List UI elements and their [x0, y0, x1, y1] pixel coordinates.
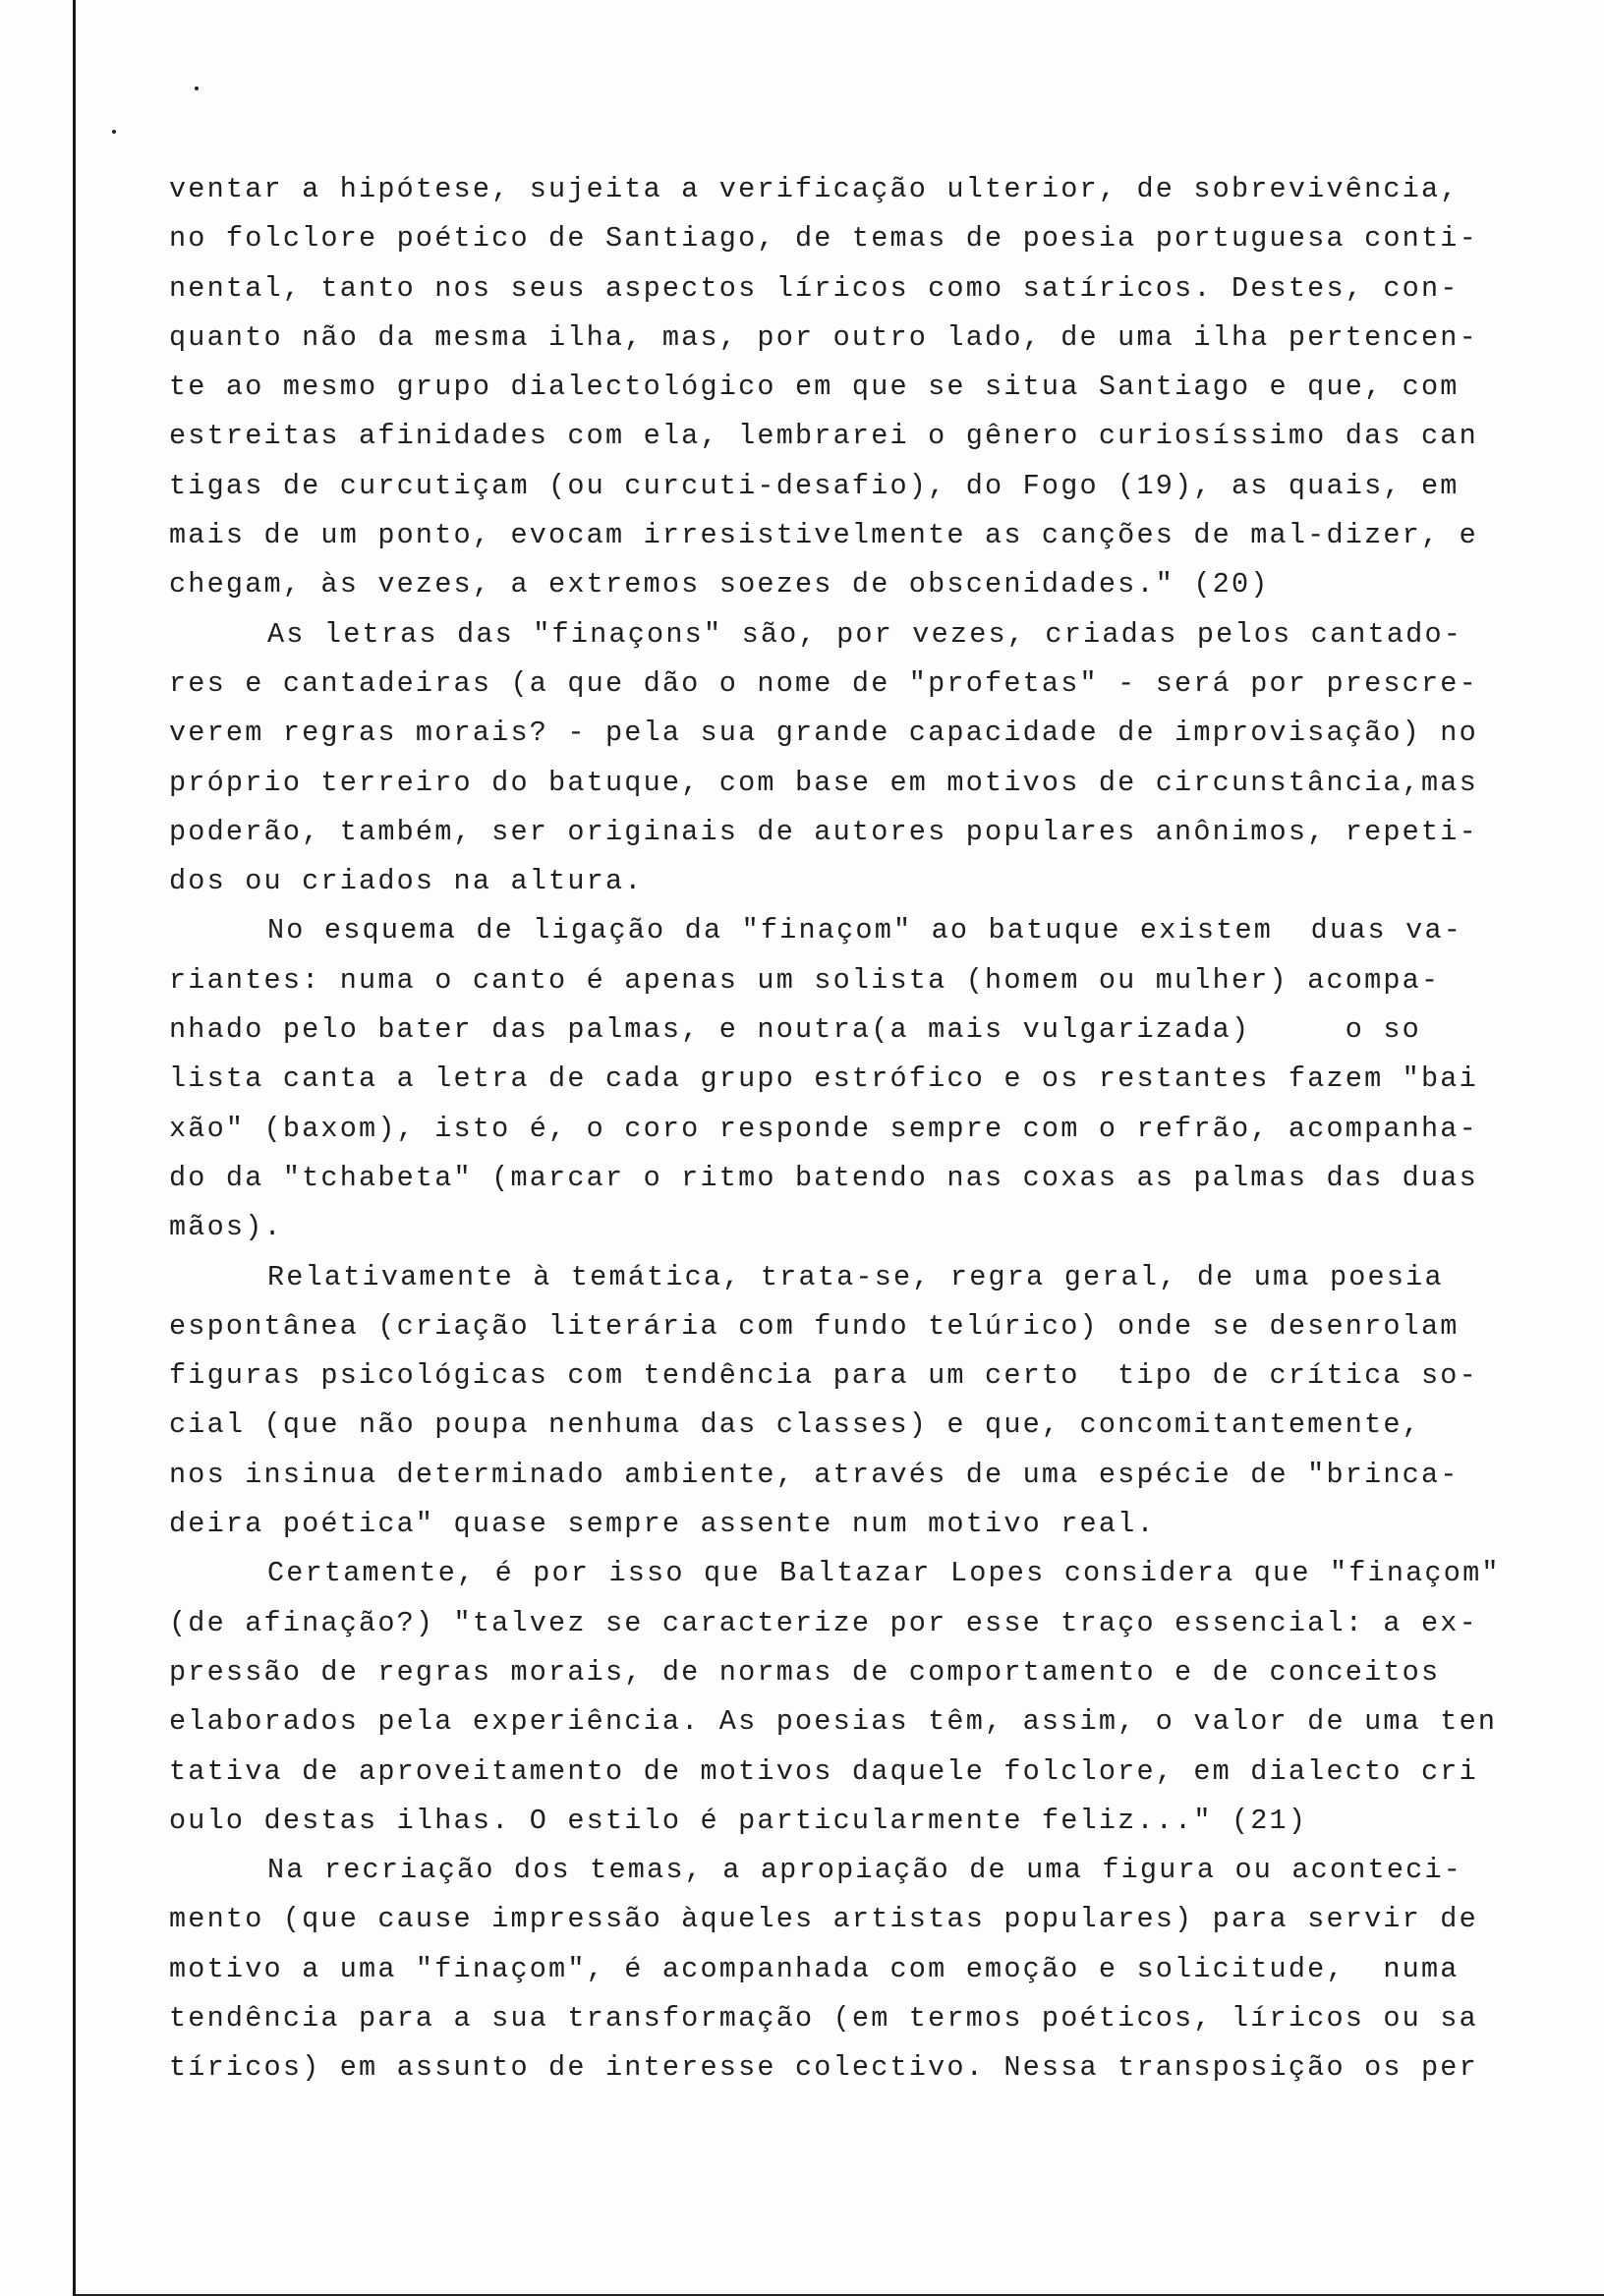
scan-speck [112, 130, 116, 134]
text-line: Relativamente à temática, trata-se, regra geral, de uma poesia [267, 1260, 1444, 1293]
text-line: nos insinua determinado ambiente, através de uma espécie de "brinca- [169, 1458, 1460, 1491]
text-line: tíricos) em assunto de interesse colectivo. Nessa transposição os per [169, 2051, 1478, 2085]
left-margin-rule [73, 0, 76, 2296]
text-line: próprio terreiro do batuque, com base em motivos de circunstância,mas [169, 766, 1478, 799]
text-line: chegam, às vezes, a extremos soezes de obscenidades." (20) [169, 568, 1270, 602]
text-line: ventar a hipótese, sujeita a verificação ulterior, de sobrevivência, [169, 173, 1460, 205]
text-line: Na recriação dos temas, a apropiação de uma figura ou aconteci- [267, 1854, 1463, 1887]
text-line: deira poética" quase sempre assente num motivo real. [169, 1508, 1156, 1541]
text-line: As letras das "finaçons" são, por vezes, criadas pelos cantado- [267, 617, 1463, 651]
text-line: xão" (baxom), isto é, o coro responde sempre com o refrão, acompanha- [169, 1112, 1478, 1145]
text-line: dos ou criados na altura. [169, 865, 644, 898]
text-line: poderão, também, ser originais de autores populares anônimos, repeti- [169, 815, 1478, 848]
text-line: do da "tchabeta" (marcar o ritmo batendo nas coxas as palmas das duas [169, 1161, 1478, 1194]
text-line: riantes: numa o canto é apenas um solista (homem ou mulher) acompa- [169, 963, 1441, 997]
text-line: mãos). [169, 1211, 283, 1244]
body-text [169, 165, 1565, 2094]
text-line: pressão de regras morais, de normas de comportamento e de conceitos [169, 1655, 1441, 1689]
text-line: Certamente, é por isso que Baltazar Lopes considera que "finaçom" [267, 1557, 1501, 1590]
text-line: elaborados pela experiência. As poesias têm, assim, o valor de uma ten [169, 1705, 1498, 1739]
text-line: mento (que cause impressão àqueles artistas populares) para servir de [169, 1903, 1478, 1936]
text-line: mais de um ponto, evocam irresistivelmente as canções de mal-dizer, e [169, 519, 1478, 552]
text-line: no folclore poético de Santiago, de temas de poesia portuguesa conti- [169, 222, 1478, 256]
text-line: oulo destas ilhas. O estilo é particularmente feliz..." (21) [169, 1804, 1308, 1837]
text-line: tigas de curcutiçam (ou curcuti-desafio), do Fogo (19), as quais, em [169, 469, 1460, 502]
text-line: te ao mesmo grupo dialectológico em que se situa Santiago e que, com [169, 371, 1460, 404]
text-line: cial (que não poupa nenhuma das classes) e que, concomitantemente, [169, 1408, 1421, 1442]
text-line: nhado pelo bater das palmas, e noutra(a mais vulgarizada) o so [169, 1013, 1421, 1047]
text-line: verem regras morais? - pela sua grande capacidade de improvisação) no [169, 717, 1478, 750]
scan-speck [195, 86, 199, 90]
text-line: estreitas afinidades com ela, lembrarei o gênero curiosíssimo das can [169, 420, 1478, 453]
text-line: tendência para a sua transformação (em termos poéticos, líricos ou sa [169, 2001, 1478, 2035]
text-line: quanto não da mesma ilha, mas, por outro lado, de uma ilha pertencen- [169, 320, 1478, 354]
text-line: tativa de aproveitamento de motivos daquele folclore, em dialecto cri [169, 1754, 1478, 1788]
text-line: (de afinação?) "talvez se caracterize por esse traço essencial: a ex- [169, 1606, 1478, 1639]
text-line: res e cantadeiras (a que dão o nome de "profetas" - será por prescre- [169, 666, 1478, 700]
text-line: nental, tanto nos seus aspectos líricos como satíricos. Destes, con- [169, 271, 1460, 305]
text-line: No esquema de ligação da "finaçom" ao batuque existem duas va- [267, 914, 1463, 947]
text-line: lista canta a letra de cada grupo estrófico e os restantes fazem "bai [169, 1062, 1478, 1096]
text-line: espontânea (criação literária com fundo telúrico) onde se desenrolam [169, 1309, 1460, 1343]
text-line: motivo a uma "finaçom", é acompanhada com emoção e solicitude, numa [169, 1952, 1460, 1985]
text-line: figuras psicológicas com tendência para um certo tipo de crítica so- [169, 1359, 1478, 1393]
